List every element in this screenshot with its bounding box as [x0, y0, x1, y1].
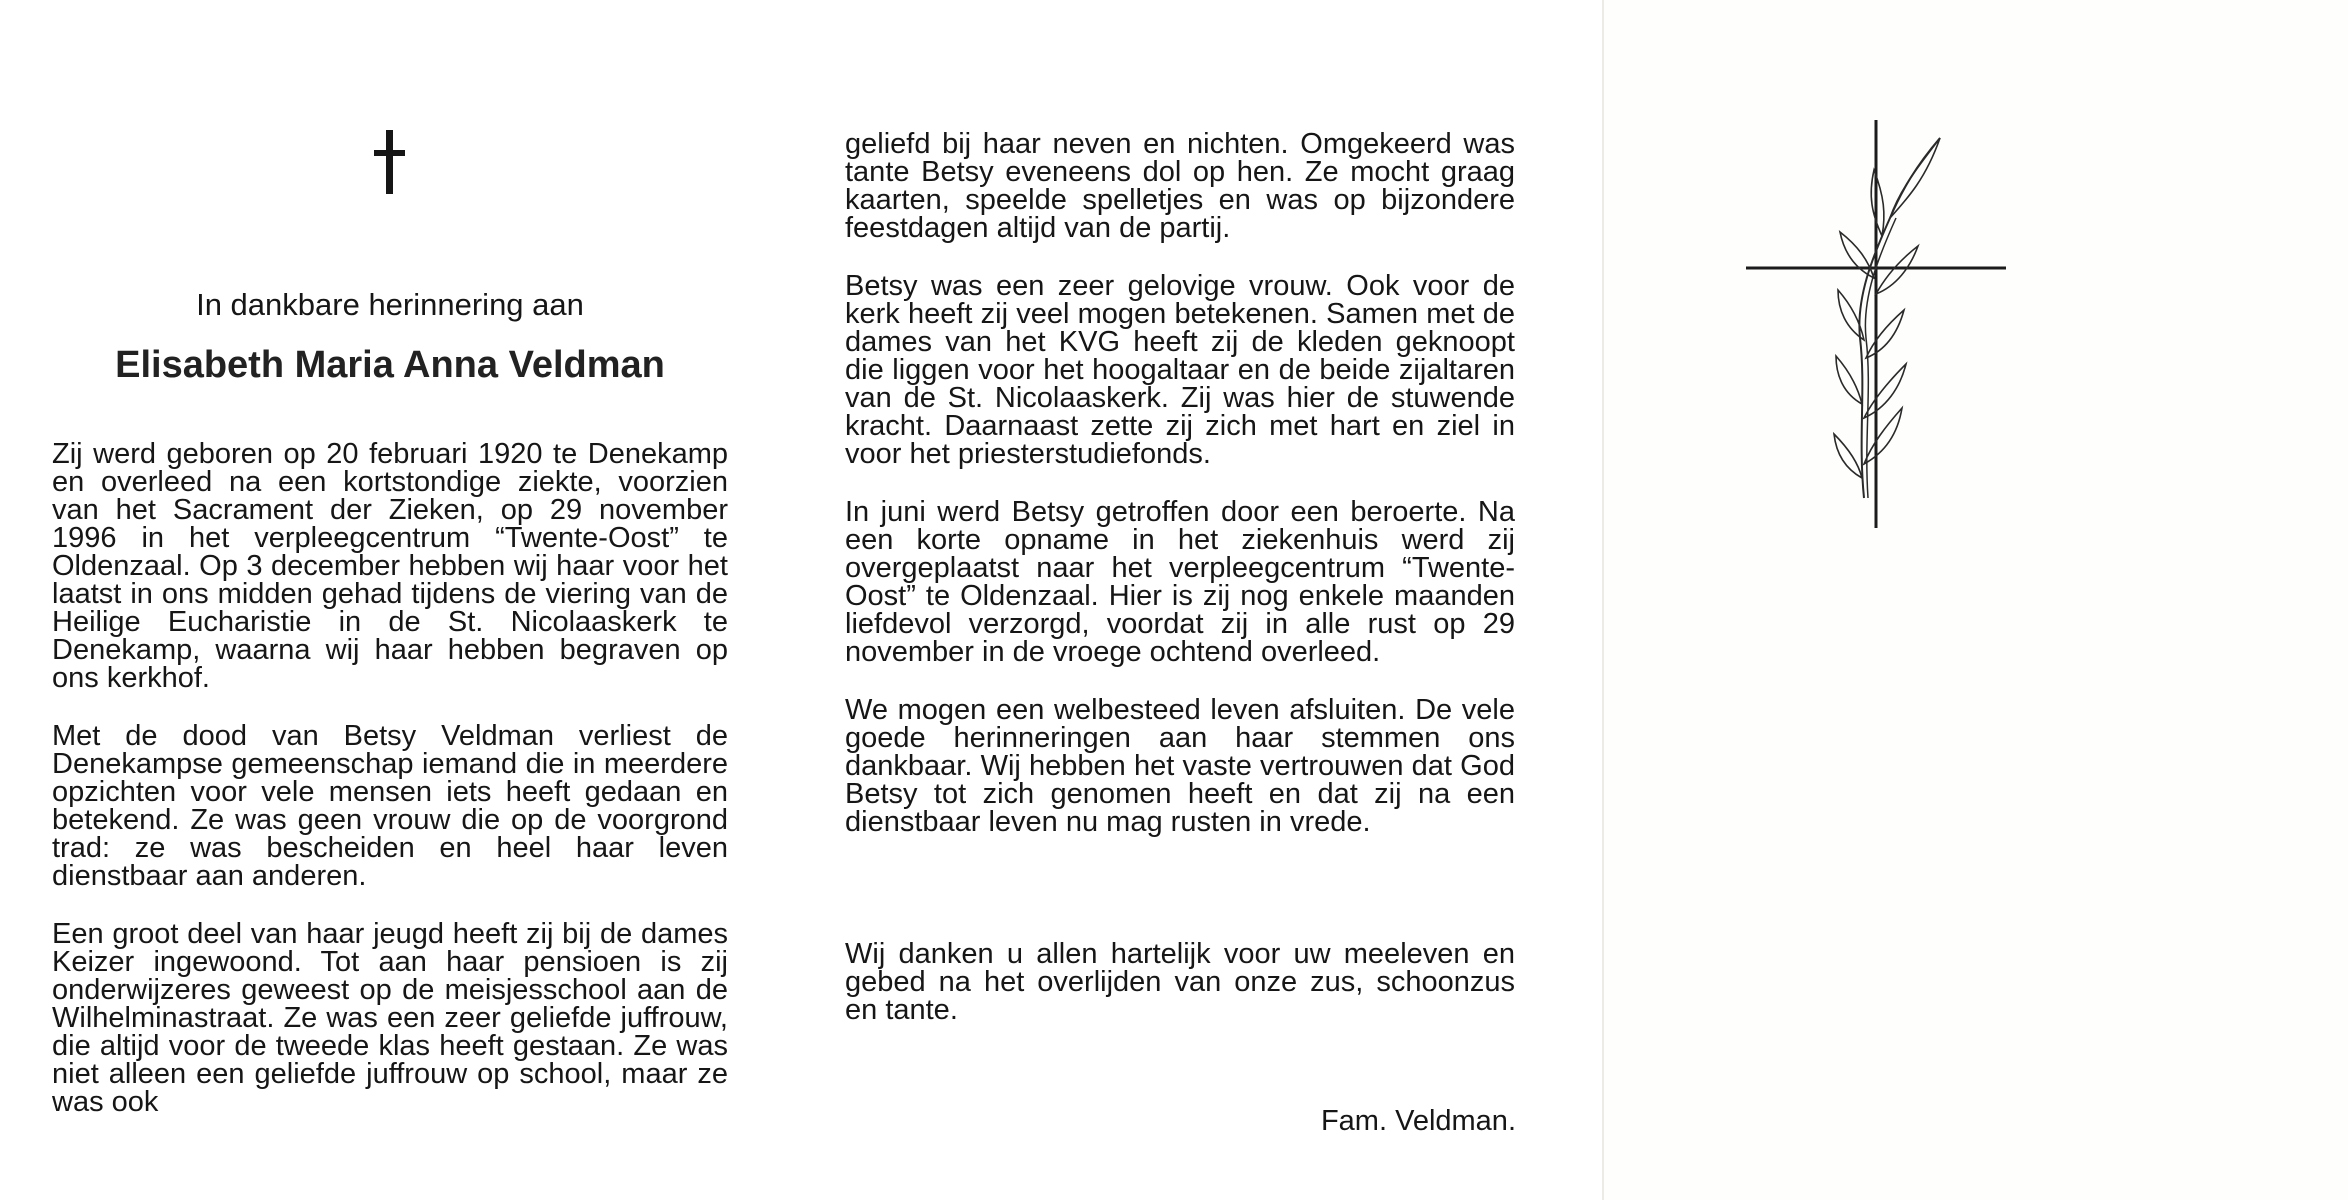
paragraph-illness: In juni werd Betsy getroffen door een beroerte. Na een korte opname in het ziekenhuis werd zij overgeplaatst naar het verpleegcentrum “Twente-Oost” te Oldenzaal. Hier is zij nog enkele maanden liefdevol verzorgd, voordat zij in alle rust op 29 november in de vroege ochtend overleed. — [845, 496, 1515, 668]
paragraph-youth-career: Een groot deel van haar jeugd heeft zij bij de dames Keizer ingewoond. Tot aan haar pensioen is zij onderwijzeres geweest op de meisjesschool aan de Wilhelminastraat. Ze was een zeer geliefde juffrouw, die altijd voor de tweede klas heeft gestaan. Ze was niet alleen een geliefde juffrouw op school, maar ze was ook — [52, 918, 728, 1118]
deceased-name: Elisabeth Maria Anna Veldman — [115, 344, 665, 386]
latin-cross-icon — [370, 130, 410, 200]
paragraph-birth-death: Zij werd geboren op 20 februari 1920 te Denekamp en overleed na een kortstondige ziekte, voorzien van het Sacrament der Zieken, op 29 november 1996 in het verpleegcentrum “Twente-Oost” te Oldenzaal. Op 3 december hebben wij haar voor het laatst in ons midden gehad tijdens de viering van de Heilige Eucharistie in de St. Nicolaaskerk te Denekamp, waarna wij haar hebben begraven op ons kerkhof. — [52, 438, 728, 694]
signature: Fam. Veldman. — [1320, 1105, 1516, 1137]
paragraph-community: Met de dood van Betsy Veldman verliest de Denekampse gemeenschap iemand die in meerdere opzichten voor vele mensen iets heeft gedaan en betekend. Ze was geen vrouw die op de voorgrond trad: ze was bescheiden en heel haar leven dienstbaar aan anderen. — [52, 720, 728, 892]
paragraph-church: Betsy was een zeer gelovige vrouw. Ook voor de kerk heeft zij veel mogen betekenen. Samen met de dames van het KVG heeft zij de kleden geknoopt die liggen voor het hoogaltaar en de beide zijaltaren van de St. Nicolaaskerk. Zij was hier de stuwende kracht. Daarnaast zette zij zich met hart en ziel in voor het priesterstudiefonds. — [845, 270, 1515, 470]
middle-text-column — [845, 130, 1515, 1054]
paragraph-closing: We mogen een welbesteed leven afsluiten. De vele goede herinneringen aan haar stemmen ons dankbaar. Wij hebben het vaste vertrouwen dat God Betsy tot zich genomen heeft en dat zij na een dienstbaar leven nu mag rusten in vrede. — [845, 694, 1515, 838]
paragraph-family: geliefd bij haar neven en nichten. Omgekeerd was tante Betsy eveneens dol op hen. Ze mocht graag kaarten, speelde spelletjes en was op bijzondere feestdagen altijd van de partij. — [845, 128, 1515, 244]
intro-text: In dankbare herinnering aan — [196, 287, 584, 322]
cross-with-olive-branch-icon — [1740, 118, 2020, 538]
left-text-column — [52, 440, 728, 1146]
paragraph-thanks: Wij danken u allen hartelijk voor uw meeleven en gebed na het overlijden van onze zus, schoonzus en tante. — [845, 938, 1515, 1026]
